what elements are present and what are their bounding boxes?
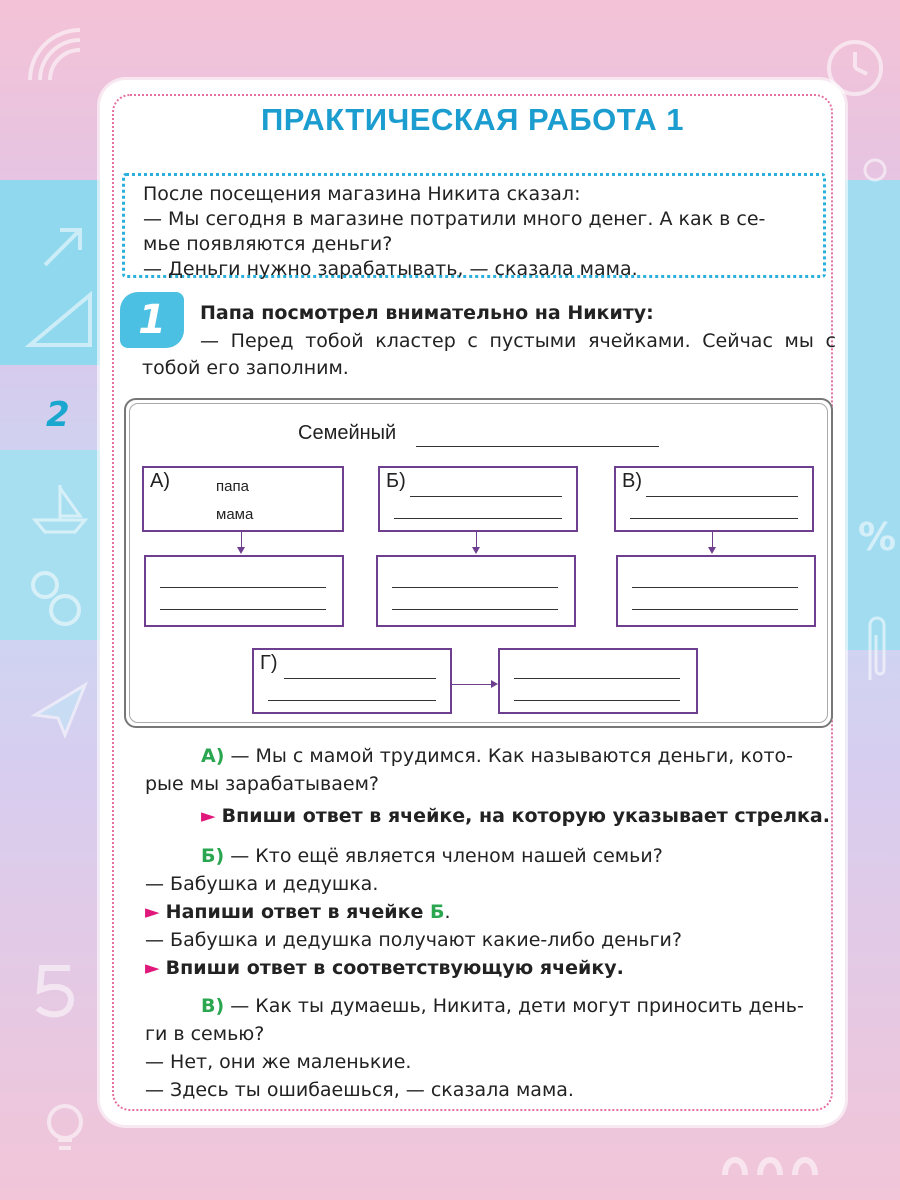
decor-band-left-top: [0, 180, 100, 365]
section-a-label: А): [201, 745, 225, 767]
cluster-title-blank[interactable]: [416, 446, 659, 447]
section-v-line1-cont: ги в семью?: [145, 1023, 265, 1045]
cell-g-answer-blank-2[interactable]: [514, 700, 680, 701]
cell-v[interactable]: [614, 466, 814, 532]
cell-v-answer-blank-1[interactable]: [632, 587, 798, 588]
cluster-title: Семейный: [298, 422, 397, 444]
arrow-b-down: [476, 530, 477, 552]
section-a-instruction-row: [145, 802, 835, 830]
bullet-icon: ►: [145, 901, 160, 923]
section-a-text: — Мы с мамой трудимся. Как называются деньги, кото-: [230, 745, 794, 767]
cell-g-answer-blank-1[interactable]: [514, 678, 680, 679]
task-text: — Перед тобой кластер с пустыми ячейками. Сейчас мы с тобой его заполним.: [142, 330, 836, 379]
intro-line: мье появляются деньги?: [143, 233, 393, 255]
cell-a[interactable]: [142, 466, 344, 532]
decor-band-right: [840, 180, 900, 650]
intro-line: После посещения магазина Никита сказал:: [143, 183, 581, 205]
section-v-line3: — Здесь ты ошибаешься, — сказала мама.: [145, 1079, 574, 1101]
section-b-instr2-row: [145, 954, 835, 982]
section-v-label: В): [201, 995, 225, 1017]
section-a-instruction: Впиши ответ в ячейке, на которую указывает стрелка.: [221, 805, 830, 827]
cell-b-blank-2[interactable]: [394, 518, 562, 519]
section-b: [145, 842, 835, 982]
cell-a-mama: мама: [216, 506, 254, 523]
section-a-text-cont: рые мы зарабатываем?: [145, 773, 379, 795]
cell-v-answer-blank-2[interactable]: [632, 609, 798, 610]
cell-b-label: Б): [386, 470, 406, 492]
section-v: [145, 992, 835, 1104]
cell-v-label: В): [622, 470, 642, 492]
cell-a-answer-blank-1[interactable]: [160, 587, 326, 588]
cell-a-answer-blank-2[interactable]: [160, 609, 326, 610]
section-a: [145, 742, 835, 830]
cell-b-blank-1[interactable]: [410, 496, 562, 497]
cell-b-answer[interactable]: [376, 555, 576, 627]
cell-a-answer[interactable]: [144, 555, 344, 627]
arrow-v-down: [712, 530, 713, 552]
arrow-a-down: [241, 530, 242, 552]
section-b-line2: — Бабушка и дедушка.: [145, 873, 379, 895]
intro-line: — Деньги нужно зарабатывать, — сказала мама.: [143, 258, 638, 280]
cell-b[interactable]: [378, 466, 578, 532]
svg-text:%: %: [858, 515, 897, 559]
cell-g-label: Г): [260, 652, 278, 674]
cell-g[interactable]: [252, 648, 452, 714]
wifi-doodle-icon: [20, 20, 90, 90]
arrow-g-right: [450, 684, 496, 685]
section-b-instr1-end: .: [444, 901, 451, 923]
section-b-instr1: Напиши ответ в ячейке: [165, 901, 431, 923]
section-b-instr2: Впиши ответ в соответствующую ячейку.: [165, 957, 624, 979]
section-v-question: [145, 992, 835, 1020]
cell-v-blank-2[interactable]: [630, 518, 798, 519]
cell-g-answer[interactable]: [498, 648, 698, 714]
section-b-line1: — Кто ещё является членом нашей семьи?: [230, 845, 663, 867]
page-title: ПРАКТИЧЕСКАЯ РАБОТА 1: [260, 102, 685, 137]
section-v-line1: — Как ты думаешь, Никита, дети могут приносить день-: [230, 995, 804, 1017]
bullet-icon: ►: [201, 805, 216, 827]
section-b-line3: — Бабушка и дедушка получают какие-либо деньги?: [145, 929, 682, 951]
page-number: 2: [46, 395, 70, 435]
section-v-line2: — Нет, они же маленькие.: [145, 1051, 412, 1073]
cluster-diagram: [124, 398, 833, 728]
cell-g-blank-1[interactable]: [284, 678, 436, 679]
section-b-instr1-row: [145, 898, 835, 926]
bullet-icon: ►: [145, 957, 160, 979]
cell-g-blank-2[interactable]: [268, 700, 436, 701]
cell-v-blank-1[interactable]: [646, 496, 798, 497]
cell-b-answer-blank-1[interactable]: [392, 587, 558, 588]
lightbulb-doodle-icon: [40, 1100, 90, 1160]
section-b-question: [145, 842, 835, 870]
worksheet-card: [100, 80, 845, 1125]
cell-b-answer-blank-2[interactable]: [392, 609, 558, 610]
omega-doodle-icon: [720, 1140, 830, 1180]
task-number-badge: 1: [120, 292, 184, 348]
section-b-instr1-letter: Б: [430, 901, 445, 923]
section-b-label: Б): [201, 845, 225, 867]
cell-a-label: А): [150, 470, 170, 492]
number-five-doodle-icon: [30, 960, 80, 1020]
paper-plane-icon: [30, 680, 90, 740]
cell-a-papa: папа: [216, 478, 249, 495]
cell-v-answer[interactable]: [616, 555, 816, 627]
intro-line: — Мы сегодня в магазине потратили много денег. А как в се-: [143, 208, 766, 230]
section-a-question: [145, 742, 835, 770]
intro-box: [122, 173, 826, 278]
task-heading: Папа посмотрел внимательно на Никиту:: [200, 302, 654, 324]
decor-band-left-bottom: [0, 450, 100, 640]
